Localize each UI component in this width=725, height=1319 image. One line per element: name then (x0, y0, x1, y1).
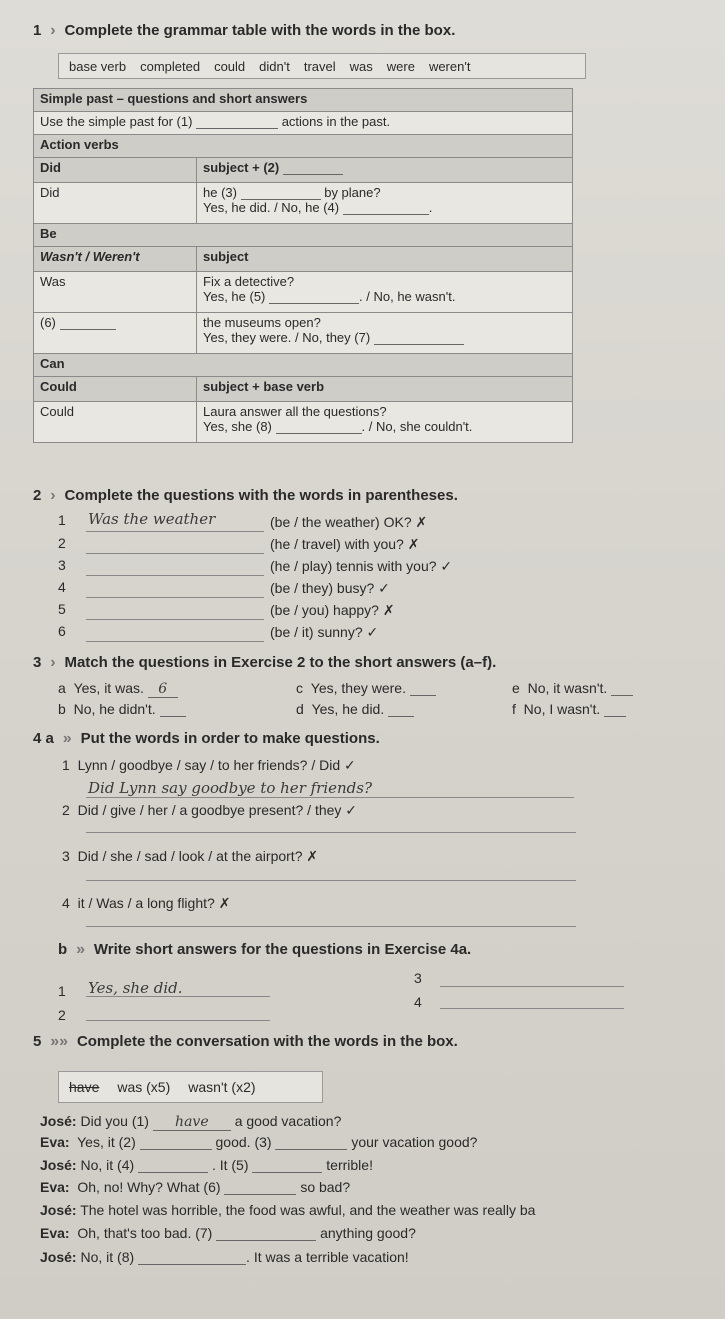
can-header: Can (34, 354, 573, 377)
line-text: Yes, it (2) (77, 1134, 136, 1150)
ex4b-answer-1[interactable]: Yes, she did. (88, 979, 183, 997)
answer-line[interactable] (86, 880, 576, 881)
check-mark-icon: ✓ (378, 580, 390, 596)
ex2-prompt-2 (270, 536, 419, 553)
exercise-3-heading (33, 654, 496, 672)
word-box-item: weren't (428, 58, 471, 74)
scrambled-prompt: Did / she / sad / look / at the airport? (77, 848, 303, 864)
word-box-item: didn't (259, 58, 290, 74)
blank-answer[interactable] (252, 1158, 322, 1173)
word-box-item: base verb (69, 58, 127, 74)
did-label: Did (34, 158, 197, 183)
word-box-item: was (349, 58, 373, 74)
speaker: Eva: (40, 1179, 70, 1195)
ex2-prompt-3 (270, 558, 452, 575)
dialogue-line-2 (40, 1134, 477, 1150)
ex2-answer-1[interactable]: Was the weather (88, 510, 216, 528)
ex3-d (296, 701, 414, 717)
match-blank[interactable] (388, 702, 414, 717)
blank-answer[interactable]: have (153, 1114, 231, 1131)
wasnt-werent-label: Wasn't / Weren't (40, 249, 140, 264)
line-text: Did you (1) (80, 1113, 149, 1129)
use-prefix: Use the simple past for (1) (40, 114, 193, 129)
answer-line[interactable] (86, 832, 576, 833)
blank-answer[interactable] (138, 1158, 208, 1173)
line-text: good. (3) (215, 1134, 272, 1150)
check-mark-icon: ✓ (366, 624, 379, 640)
ex4a-item-4 (62, 895, 230, 912)
speaker: Eva: (40, 1134, 70, 1150)
speaker: José: (40, 1202, 77, 1218)
yes-he-5: Yes, he (5) (203, 289, 266, 304)
exercise-3-number: 3 (33, 654, 42, 671)
answer-line[interactable] (440, 986, 624, 987)
chevron-icon: › (45, 22, 61, 39)
grammar-table (33, 88, 573, 443)
could-header: Could (34, 377, 197, 402)
chevron-icon: › (45, 487, 61, 504)
exercise-5-heading (33, 1033, 458, 1051)
cross-mark-icon: ✗ (407, 536, 420, 552)
blank-answer[interactable] (216, 1226, 316, 1241)
ex2-item-2-number: 2 (58, 535, 66, 551)
yes-they-were: Yes, they were. / No, they (7) (203, 330, 371, 345)
ex2-item-3-number: 3 (58, 557, 66, 573)
museums-open: the museums open? (203, 315, 321, 330)
word-box-item: were (386, 58, 415, 74)
blank-1[interactable] (196, 114, 278, 129)
ex2-prompt-5 (270, 602, 395, 619)
blank-5[interactable] (269, 289, 359, 304)
no-she-couldnt: . / No, she couldn't. (361, 419, 473, 434)
letter: f (512, 701, 516, 717)
answer-line (86, 797, 574, 798)
line-text: Oh, that's too bad. (7) (77, 1225, 213, 1241)
dialogue-line-3 (40, 1157, 373, 1173)
triple-chevron-icon: »» (45, 1033, 73, 1050)
ex4b-number-2: 2 (58, 1007, 66, 1023)
yes-he-did: Yes, he did. / No, he (4) (203, 200, 340, 215)
short-answer: No, I wasn't. (523, 701, 601, 717)
exercise-1-word-box (58, 53, 586, 79)
match-blank[interactable] (611, 681, 633, 696)
dialogue-line-7 (40, 1249, 409, 1265)
speaker: José: (40, 1249, 77, 1265)
six-row-right (197, 313, 573, 354)
check-mark-icon: ✓ (345, 802, 358, 818)
ex3-b (58, 701, 186, 717)
exercise-1-heading (33, 22, 455, 40)
word-have: have (69, 1079, 100, 1095)
cross-mark-icon: ✗ (382, 602, 395, 618)
line-text: No, it (8) (80, 1249, 135, 1265)
dialogue-line-4 (40, 1179, 350, 1195)
ex3-f (512, 701, 626, 717)
prompt-text: (be / it) sunny? (270, 624, 363, 640)
blank-answer[interactable] (138, 1250, 246, 1265)
six-row-left (34, 313, 197, 354)
word-box-item: travel (303, 58, 336, 74)
prompt-text: (be / they) busy? (270, 580, 375, 596)
line-text: . It (5) (211, 1157, 249, 1173)
answer-line[interactable] (86, 575, 264, 576)
prompt-text: (be / you) happy? (270, 602, 379, 618)
exercise-5-word-box (58, 1071, 323, 1103)
blank-3[interactable] (241, 185, 321, 200)
letter: e (512, 680, 520, 696)
prompt-text: (he / play) tennis with you? (270, 558, 437, 574)
answer-line[interactable] (86, 926, 576, 927)
six-label: (6) (40, 315, 56, 330)
short-answer: Yes, he did. (311, 701, 385, 717)
exercise-3-title: Match the questions in Exercise 2 to the short answers (a–f). (64, 654, 497, 671)
use-suffix: actions in the past. (281, 114, 391, 129)
line-text: Oh, no! Why? What (6) (77, 1179, 221, 1195)
exercise-4b-title: Write short answers for the questions in Exercise 4a. (93, 941, 472, 958)
check-mark-icon: ✓ (440, 558, 453, 574)
ex2-item-4-number: 4 (58, 579, 66, 595)
match-blank[interactable] (160, 702, 186, 717)
table-use-row (34, 112, 573, 135)
ex4a-item-1 (62, 757, 356, 774)
line-text: a good vacation? (234, 1113, 342, 1129)
line-text: so bad? (300, 1179, 351, 1195)
exercise-2-title: Complete the questions with the words in parentheses. (64, 487, 458, 504)
line-text: your vacation good? (351, 1134, 478, 1150)
word-box-item: completed (140, 58, 201, 74)
exercise-1-title: Complete the grammar table with the words in the box. (64, 22, 456, 39)
blank-4[interactable] (343, 200, 429, 215)
prompt-text: (he / travel) with you? (270, 536, 404, 552)
word-was: was (x5) (117, 1079, 171, 1095)
table-header: Simple past – questions and short answers (34, 89, 573, 112)
ex2-item-1 (58, 512, 66, 528)
by-plane: by plane? (324, 185, 381, 200)
line-text: terrible! (326, 1157, 373, 1173)
ex4a-item-2 (62, 802, 357, 819)
ex4b-number-1: 1 (58, 983, 66, 999)
exercise-4a-title: Put the words in order to make questions. (80, 730, 380, 747)
match-blank[interactable] (410, 681, 436, 696)
blank-answer[interactable] (275, 1135, 347, 1150)
short-answer: Yes, they were. (310, 680, 406, 696)
word-box-item: could (214, 58, 246, 74)
ex3-a (58, 680, 178, 698)
item-number: 1 (58, 512, 66, 528)
no-he-wasnt: . / No, he wasn't. (359, 289, 456, 304)
cross-mark-icon: ✗ (415, 514, 428, 530)
speaker: José: (40, 1113, 77, 1129)
word-wasnt: wasn't (x2) (188, 1079, 256, 1095)
action-verbs-header: Action verbs (34, 135, 573, 158)
cross-mark-icon: ✗ (218, 895, 231, 911)
exercise-5-number: 5 (33, 1033, 42, 1050)
ex2-item-5-number: 5 (58, 601, 66, 617)
exercise-2-number: 2 (33, 487, 42, 504)
subject-label: subject (197, 247, 573, 272)
answer-line[interactable] (86, 1020, 270, 1021)
subject-2-cell (197, 158, 573, 183)
speaker: Eva: (40, 1225, 70, 1241)
letter: a (58, 680, 66, 696)
exercise-4a-heading (33, 730, 380, 748)
check-mark-icon: ✓ (344, 757, 356, 773)
ex4a-answer-1[interactable]: Did Lynn say goodbye to her friends? (88, 779, 373, 797)
blank-2[interactable] (283, 160, 343, 175)
item-number: 2 (62, 802, 70, 818)
cross-mark-icon: ✗ (306, 848, 319, 864)
ex2-item-6-number: 6 (58, 623, 66, 639)
match-blank[interactable]: 6 (148, 681, 178, 698)
dialogue-line-5 (40, 1202, 535, 1218)
exercise-2-heading (33, 487, 458, 505)
did-row-left: Did (34, 183, 197, 224)
answer-line[interactable] (86, 597, 264, 598)
item-number: 4 (62, 895, 70, 911)
yes-she-8: Yes, she (8) (203, 419, 272, 434)
line-text: . It was a terrible vacation! (246, 1249, 409, 1265)
answer-line[interactable] (440, 1008, 624, 1009)
match-blank[interactable] (604, 702, 626, 717)
prompt-text: (be / the weather) OK? (270, 514, 412, 530)
blank-7[interactable] (374, 330, 464, 345)
ex4b-number-3: 3 (414, 970, 422, 986)
line-text: anything good? (320, 1225, 416, 1241)
ex2-prompt-6 (270, 624, 378, 641)
speaker: José: (40, 1157, 77, 1173)
exercise-4b-letter: b (58, 941, 68, 958)
was-left: Was (34, 272, 197, 313)
blank-8[interactable] (276, 419, 362, 434)
ex2-prompt-4 (270, 580, 390, 597)
subject-2-label: subject + (2) (203, 160, 280, 175)
answer-line[interactable] (86, 641, 264, 642)
answer-line[interactable] (86, 619, 264, 620)
short-answer: No, it wasn't. (527, 680, 608, 696)
item-number: 3 (62, 848, 70, 864)
could-row-right (197, 402, 573, 443)
double-chevron-icon: » (58, 730, 77, 747)
answer-line (86, 531, 264, 532)
exercise-5-title: Complete the conversation with the words in the box. (76, 1033, 458, 1050)
short-answer: Yes, it was. (73, 680, 144, 696)
dialogue-line-1 (40, 1113, 341, 1131)
ex3-c (296, 680, 436, 696)
scrambled-prompt: Did / give / her / a goodbye present? / they (77, 802, 342, 818)
could-left: Could (34, 402, 197, 443)
scrambled-prompt: Lynn / goodbye / say / to her friends? / Did (77, 757, 341, 773)
exercise-4b-heading (58, 941, 471, 959)
double-chevron-icon: » (71, 941, 90, 958)
chevron-icon: › (45, 654, 61, 671)
line-text: No, it (4) (80, 1157, 135, 1173)
item-number: 1 (62, 757, 70, 773)
answer-line[interactable] (86, 553, 264, 554)
line-text: The hotel was horrible, the food was awful, and the weather was really ba (80, 1202, 536, 1218)
was-row-right (197, 272, 573, 313)
answer-line (86, 996, 270, 997)
blank-answer[interactable] (140, 1135, 212, 1150)
ex3-e (512, 680, 633, 696)
subject-base-verb: subject + base verb (197, 377, 573, 402)
ex4b-number-4: 4 (414, 994, 422, 1010)
ex2-prompt-1 (270, 514, 427, 531)
laura-answer: Laura answer all the questions? (203, 404, 387, 419)
blank-answer[interactable] (224, 1180, 296, 1195)
scrambled-prompt: it / Was / a long flight? (77, 895, 215, 911)
ex4a-item-3 (62, 848, 318, 865)
be-header: Be (34, 224, 573, 247)
blank-6[interactable] (60, 315, 116, 330)
letter: c (296, 680, 303, 696)
he-3: he (3) (203, 185, 237, 200)
short-answer: No, he didn't. (73, 701, 156, 717)
exercise-4a-number: 4 a (33, 730, 54, 747)
dialogue-line-6 (40, 1225, 416, 1241)
exercise-1-number: 1 (33, 22, 42, 39)
did-row-right: he (3) by plane? Yes, he did. / No, he (4) . (197, 183, 573, 224)
letter: d (296, 701, 304, 717)
letter: b (58, 701, 66, 717)
fix-detective: Fix a detective? (203, 274, 295, 289)
